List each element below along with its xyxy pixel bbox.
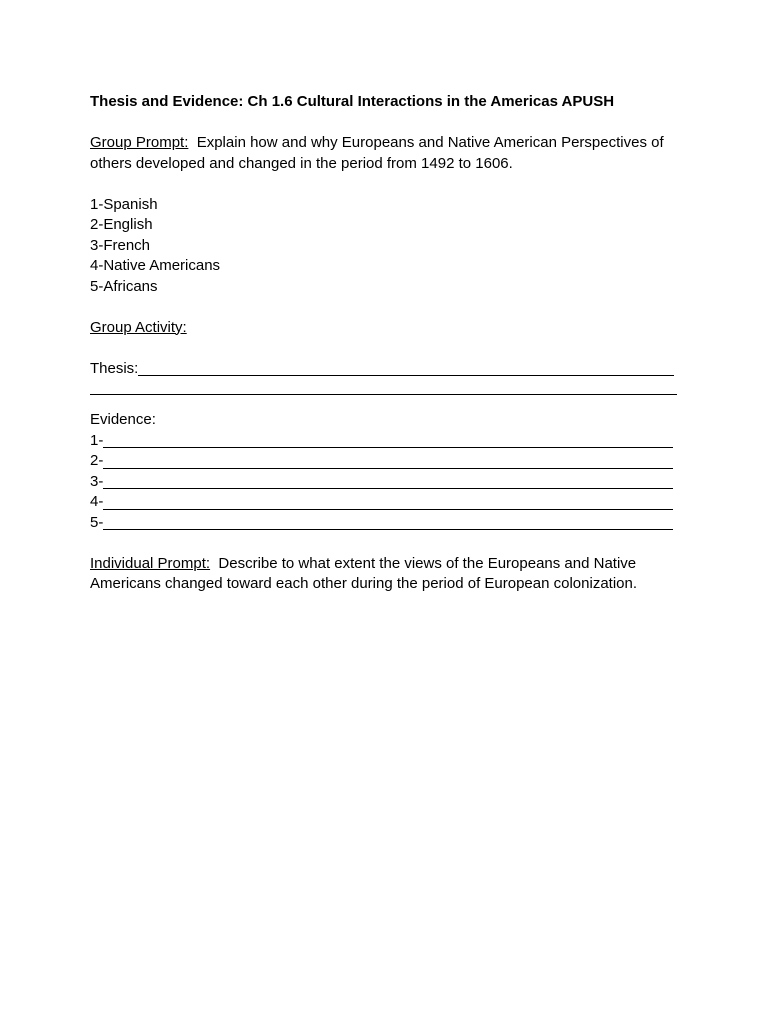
individual-prompt-text: Describe to what extent the views of the Europeans and Native Americans changed toward each other during the period of European colonization. — [90, 554, 640, 592]
individual-prompt — [90, 554, 690, 595]
group-prompt-text: Explain how and why Europeans and Native American Perspectives of others developed and changed in the period from 1492 to 1606. — [90, 134, 668, 172]
evidence-row — [90, 492, 690, 513]
thesis-blank-line-2[interactable] — [90, 379, 677, 395]
spacer — [90, 174, 690, 195]
spacer — [90, 398, 690, 410]
individual-prompt-label: Individual Prompt: — [90, 554, 211, 572]
spacer — [90, 338, 690, 359]
group-prompt — [90, 133, 690, 174]
evidence-number: 4- — [90, 493, 104, 510]
evidence-blank-line[interactable] — [103, 432, 673, 448]
group-item: 2-English — [90, 216, 153, 233]
thesis-label: Thesis: — [90, 359, 139, 377]
group-item: 5-Africans — [90, 277, 158, 295]
evidence-row — [90, 431, 690, 452]
worksheet-page — [90, 92, 690, 595]
evidence-number: 2- — [90, 452, 104, 469]
evidence-blank-line[interactable] — [103, 453, 673, 469]
group-item: 4-Native Americans — [90, 257, 221, 274]
evidence-list — [90, 431, 690, 534]
evidence-blank-line[interactable] — [103, 514, 673, 530]
group-item: 3-French — [90, 236, 151, 254]
evidence-number: 5- — [90, 513, 104, 531]
thesis-blank-line[interactable] — [138, 360, 674, 376]
spacer — [90, 533, 690, 554]
thesis-row — [90, 359, 690, 380]
worksheet-title: Thesis and Evidence: Ch 1.6 Cultural Interactions in the Americas APUSH — [90, 93, 615, 110]
evidence-row — [90, 513, 690, 534]
thesis-row-2 — [90, 379, 690, 398]
evidence-blank-line[interactable] — [103, 494, 673, 510]
group-activity-label: Group Activity: — [90, 318, 187, 336]
spacer — [90, 297, 690, 318]
evidence-number: 1- — [90, 431, 104, 449]
evidence-row — [90, 451, 690, 472]
spacer — [90, 113, 690, 134]
evidence-blank-line[interactable] — [103, 473, 673, 489]
evidence-label: Evidence: — [90, 411, 156, 428]
group-prompt-label: Group Prompt: — [90, 134, 189, 151]
group-item: 1-Spanish — [90, 195, 158, 213]
group-list — [90, 195, 690, 298]
evidence-number: 3- — [90, 472, 104, 490]
evidence-row — [90, 472, 690, 493]
